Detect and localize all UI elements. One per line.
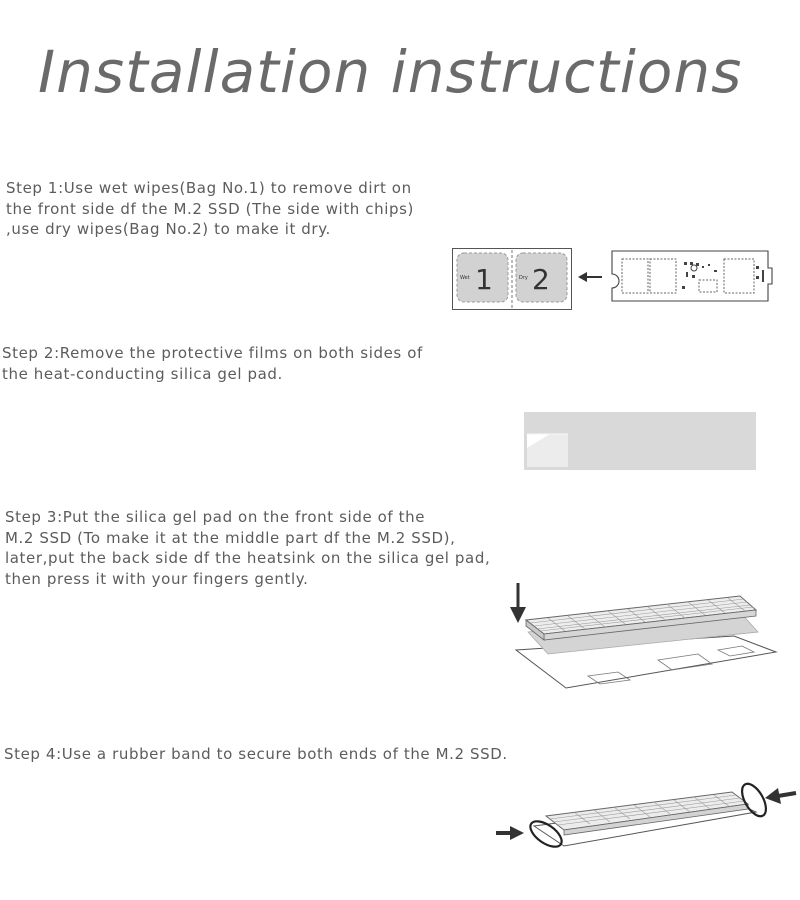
- wet-wipe-number: 1: [475, 263, 493, 296]
- step-2-text: Step 2:Remove the protective films on both sides of the heat-conducting silica gel pad.: [2, 344, 423, 383]
- page-title: Installation instructions: [38, 38, 743, 106]
- wipes-illustration: [452, 248, 572, 310]
- arrow-right-icon: [578, 272, 602, 282]
- silica-gel-pad: [524, 412, 756, 470]
- step-3-text: Step 3:Put the silica gel pad on the front side of the M.2 SSD (To make it at the middle part df the M.2 SSD), later,put the back side df the heatsink on the silica gel pad, then press it with your fingers gently.: [5, 508, 491, 588]
- chip-icon: [724, 259, 754, 293]
- chip-icon: [650, 259, 676, 293]
- arrow-left-icon: [765, 788, 796, 804]
- step-4-text: Step 4:Use a rubber band to secure both ends of the M.2 SSD.: [4, 745, 508, 763]
- step-1-text: Step 1:Use wet wipes(Bag No.1) to remove dirt on the front side df the M.2 SSD (The side with chips) ,use dry wipes(Bag No.2) to make it dry.: [6, 179, 414, 238]
- chip-icon: [699, 280, 717, 292]
- dry-wipe-tag: Dry: [519, 275, 528, 281]
- heatsink-assembly: [508, 590, 780, 692]
- chip-icon: [622, 259, 648, 293]
- wet-wipe-tag: Wet: [460, 275, 470, 281]
- rubber-band-assembly: [494, 776, 798, 858]
- arrow-right-icon: [496, 826, 524, 840]
- dry-wipe-number: 2: [532, 263, 550, 296]
- m2-ssd-board: [606, 250, 776, 302]
